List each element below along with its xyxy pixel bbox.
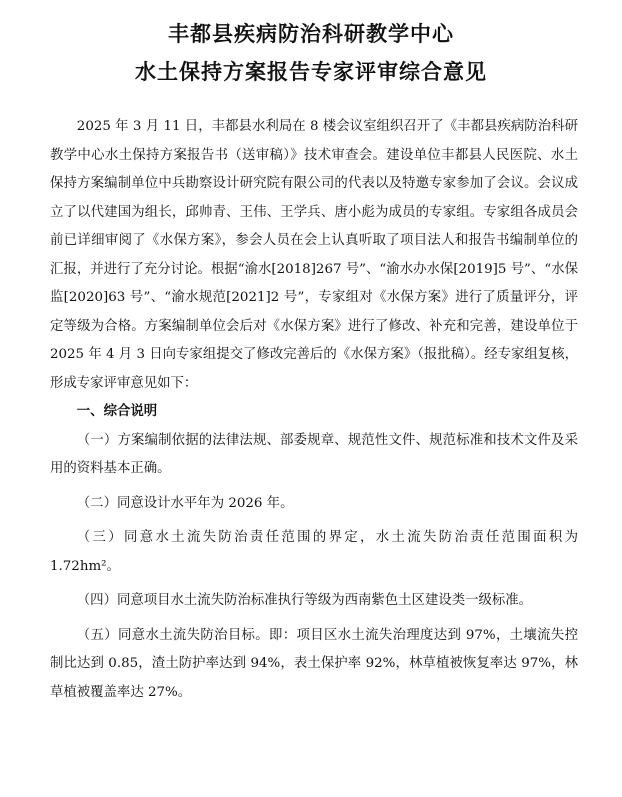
section-heading-overview: 一、综合说明 [76,404,158,419]
opinion-item-4: （四）同意项目水土流失防治标准执行等级为西南紫色土区建设类一级标准。 [76,593,533,608]
opinion-item-3: （三）同意水土流失防治责任范围的界定，水土流失防治责任范围面积为 1.72hm²。 [50,530,578,574]
opinion-item-2: （二）同意设计水平年为 2026 年。 [76,495,294,511]
opinion-item-1: （一）方案编制依据的法律法规、部委规章、规范性文件、规范标准和技术文件及采用的资料基本正确。 [50,432,578,476]
document-title-line-1: 丰都县疾病防治科研教学中心 [168,22,454,46]
opinion-item-5: （五）同意水土流失防治目标。即：项目区水土流失治理度达到 97%，土壤流失控制比达到 0.85，渣土防护率达到 94%，表土保护率 92%，林草植被恢复率达 97%，林草植被覆盖率达 27%。 [50,627,578,700]
document-title-line-2: 水土保持方案报告专家评审综合意见 [135,60,487,84]
document-body [50,113,578,707]
intro-paragraph: 2025 年 3 月 11 日，丰都县水利局在 8 楼会议室组织召开了《丰都县疾病防治科研教学中心水土保持方案报告书（送审稿）》技术审查会。建设单位丰都县人民医院、水土保持方案编制单位中兵勘察设计研究院有限公司的代表以及特邀专家参加了会议。会议成立了以代建国为组长，邱帅青、王伟、王学兵、唐小彪为成员的专家组。专家组各成员会前已详细审阅了《水保方案》，参会人员在会上认真听取了项目法人和报告书编制单位的汇报，并进行了充分讨论。根据“渝水[2018]267 号”、“渝水办水保[2019]5 号”、“水保监[2020]63 号”、“渝水规范[2021]2 号”，专家组对《水保方案》进行了质量评分，评定等级为合格。方案编制单位会后对《水保方案》进行了修改、补充和完善，建设单位于 2025 年 4 月 3 日向专家组提交了修改完善后的《水保方案》（报批稿）。经专家组复核，形成专家评审意见如下： [50,119,578,391]
